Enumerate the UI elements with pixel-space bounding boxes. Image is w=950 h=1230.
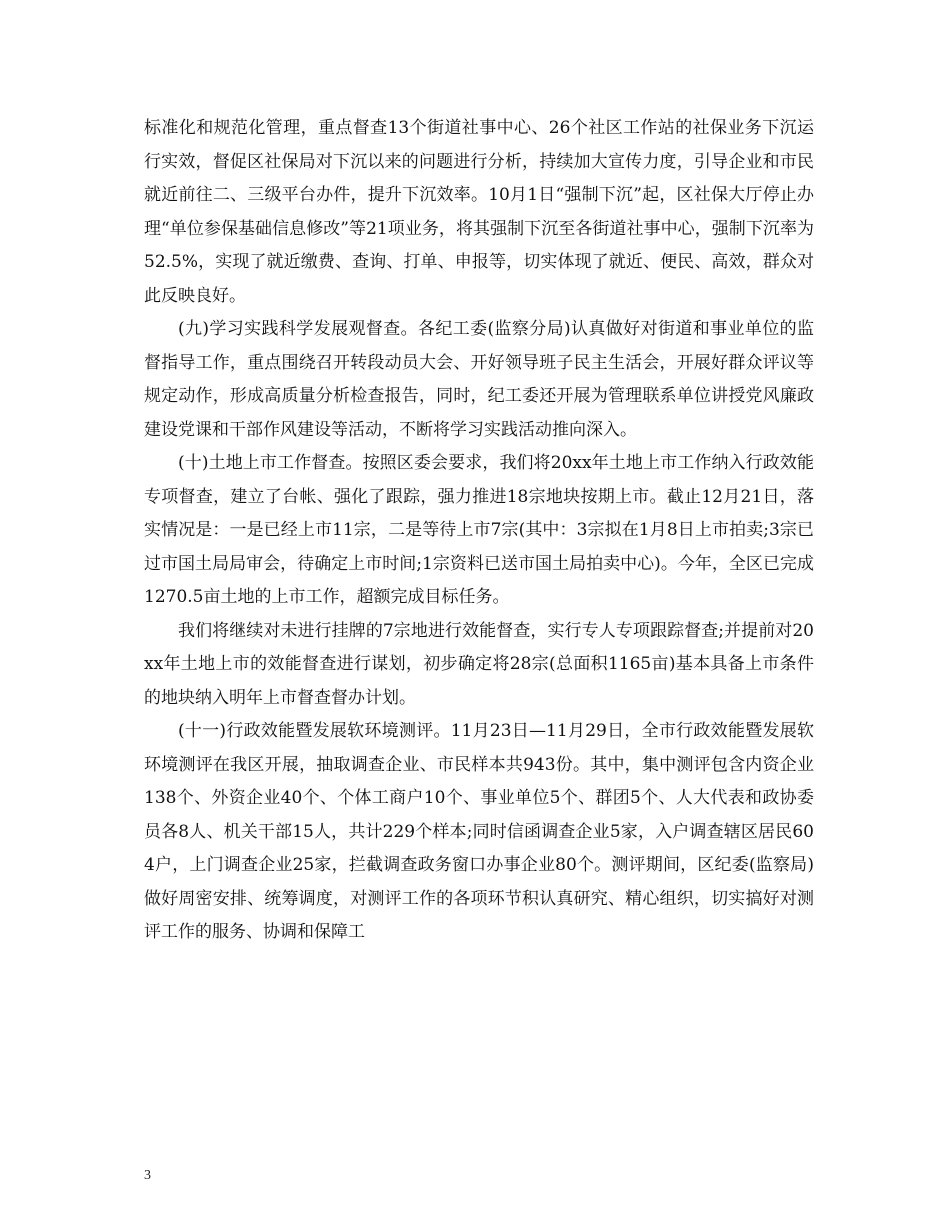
paragraph-efficiency-evaluation: (十一)行政效能暨发展软环境测评。11月23日—11月29日，全市行政效能暨发展软环境测评在我区开展，抽取调查企业、市民样本共943份。其中，集中测评包含内资企业138个、外资企业40个、个体工商户10个、事业单位5个、群团5个、人大代表和政协委员各8人、机关干部15人，共计229个样本;同时信函调查企业5家，入户调查辖区居民604户，上门调查企业25家，拦截调查政务窗口办事企业80个。测评期间，区纪委(监察局)做好周密安排、统筹调度，对测评工作的各项环节积认真研究、精心组织，切实搞好对测评工作的服务、协调和保障工 [144,721,814,942]
paragraph-land-listing: (十)土地上市工作督查。按照区委会要求，我们将20xx年土地上市工作纳入行政效能专项督查，建立了台帐、强化了跟踪，强力推进18宗地块按期上市。截止12月21日，落实情况是：一是已经上市11宗，二是等待上市7宗(其中：3宗拟在1月8日上市拍卖;3宗已过市国土局局审会，待确定上市时间;1宗资料已送市国土局拍卖中心)。今年，全区已完成1270.5亩土地的上市工作，超额完成目标任务。 [144,453,814,607]
document-body [144,112,814,950]
paragraph-land-followup: 我们将继续对未进行挂牌的7宗地进行效能督查，实行专人专项跟踪督查;并提前对20xx年土地上市的效能督查进行谋划，初步确定将28宗(总面积1165亩)基本具备上市条件的地块纳入明年上市督查督办计划。 [144,620,814,708]
page-number: 3 [144,1168,151,1183]
paragraph-social-security: 标准化和规范化管理，重点督查13个街道社事中心、26个社区工作站的社保业务下沉运行实效，督促区社保局对下沉以来的问题进行分析，持续加大宣传力度，引导企业和市民就近前往二、三级平台办件，提升下沉效率。10月1日“强制下沉”起，区社保大厅停止办理“单位参保基础信息修改”等21项业务，将其强制下沉至各街道社事中心，强制下沉率为52.5%，实现了就近缴费、查询、打单、申报等，切实体现了就近、便民、高效，群众对此反映良好。 [144,118,814,306]
paragraph-study-practice: (九)学习实践科学发展观督查。各纪工委(监察分局)认真做好对街道和事业单位的监督指导工作，重点围绕召开转段动员大会、开好领导班子民主生活会，开展好群众评议等规定动作，形成高质量分析检查报告，同时，纪工委还开展为管理联系单位讲授党风廉政建设党课和干部作风建设等活动，不断将学习实践活动推向深入。 [144,319,814,440]
